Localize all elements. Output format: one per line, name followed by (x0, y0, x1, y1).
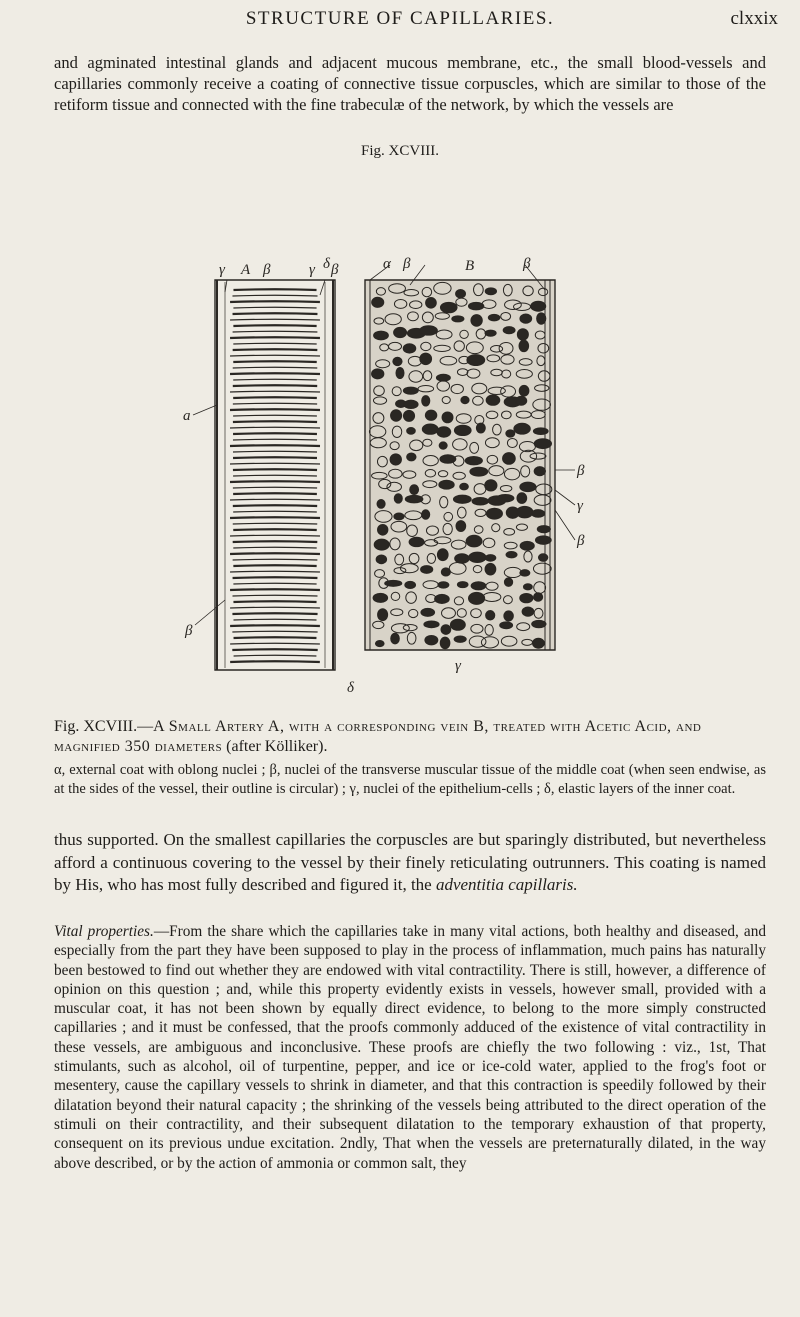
caption-title: A Small Artery A, with a corresponding vein B, treated with Acetic Acid, and magnified 350 diameters (54, 718, 702, 755)
label-gamma-top: γ (219, 262, 225, 278)
figure-legend: α, external coat with oblong nuclei ; β, nuclei of the transverse muscular tissue of the middle coat (when seen endwise, as at the sides of the vessel, their outline is circular) ; γ, nuclei of the epithelium-cells ; δ, elastic layers of the inner coat. (54, 762, 766, 797)
label-gamma-top-2: γ (309, 262, 315, 278)
label-beta-top-1: β (263, 262, 271, 278)
label-vein-b: B (465, 258, 475, 274)
body-text: thus supported. On the smallest capillaries the corpuscles are but sparingly distributed, but nevertheless afford a continuous covering to the vessel by their finely reticulating outrunners. This coating is named by His, who has most fully described and figured it, the (54, 830, 766, 894)
vital-text: —From the share which the capillaries take in many vital actions, both healthy and diseased, and especially from the part they have been supposed to play in the process of inflammation, much pains has naturally been bestowed to find out whether they are endowed with vital contractility. There is still, however, a difference of opinion on this question ; and, while this property evidently exists in vessels, however small, provided with a muscular coat, it has not been shown by equally direct evidence, to belong to the more simply constructed capillaries ; and it must be confessed, that the proofs commonly adduced of the existence of vital contractility in these vessels, are ambiguous and inconclusive. These proofs are chiefly the two following : viz., 1st, That stimulants, such as alcohol, oil of turpentine, pepper, and ice or ice-cold water, applied to the frog's foot or mesentery, cause the capillary vessels to shrink in diameter, and that this contraction is speedily followed by their dilatation beyond their natural capacity ; the shrinking of the vessels being attributed to the direct operation of the stimuli on their contractility, and their subsequent dilatation to the temporary exhaustion of that property, consequent on its previous undue excitation. 2ndly, That when the vessels are preternaturally dilated, in the way above described, or by the action of ammonia or common salt, they (54, 923, 766, 1172)
artery-muscle-nuclei (230, 289, 320, 662)
label-delta-bottom: δ (347, 680, 354, 696)
histology-illustration (155, 170, 595, 700)
running-head (0, 6, 800, 36)
figure-label: Fig. XCVIII. (361, 143, 439, 159)
label-beta-right-2: β (577, 533, 585, 549)
label-beta-top-3: β (403, 256, 411, 272)
intro-paragraph: and agminated intestinal glands and adjacent mucous membrane, etc., the small blood-vessels and capillaries commonly receive a coating of connective tissue corpuscles, which are similar to those of the retiform tissue and connected with the fine trabeculæ of the network, by which the vessels are (54, 53, 766, 114)
figure-caption (54, 717, 766, 757)
body-emphasis: adventitia capillaris. (435, 875, 578, 894)
caption-fig-ref: Fig. XCVIII.— (54, 718, 154, 735)
label-beta-left: β (185, 623, 193, 639)
artery-a (215, 280, 335, 670)
label-beta-right-1: β (577, 463, 585, 479)
label-gamma-bottom: γ (455, 658, 461, 674)
caption-credit: (after Kölliker). (226, 738, 328, 755)
label-beta-top-right: β (523, 256, 531, 272)
label-a-external: a (183, 408, 191, 424)
figure-xcviii (183, 170, 585, 696)
label-artery-a: A (241, 262, 251, 278)
vital-heading: Vital properties. (54, 923, 154, 940)
label-alpha-top: α (383, 256, 391, 272)
label-delta-top: δ (323, 256, 330, 272)
vital-properties-paragraph (54, 922, 766, 1173)
body-paragraph (54, 829, 766, 897)
label-gamma-right: γ (577, 498, 583, 514)
page-number: clxxix (730, 8, 778, 29)
running-title: STRUCTURE OF CAPILLARIES. (245, 8, 555, 29)
vein-b (365, 280, 555, 650)
label-beta-top-2: β (331, 262, 339, 278)
